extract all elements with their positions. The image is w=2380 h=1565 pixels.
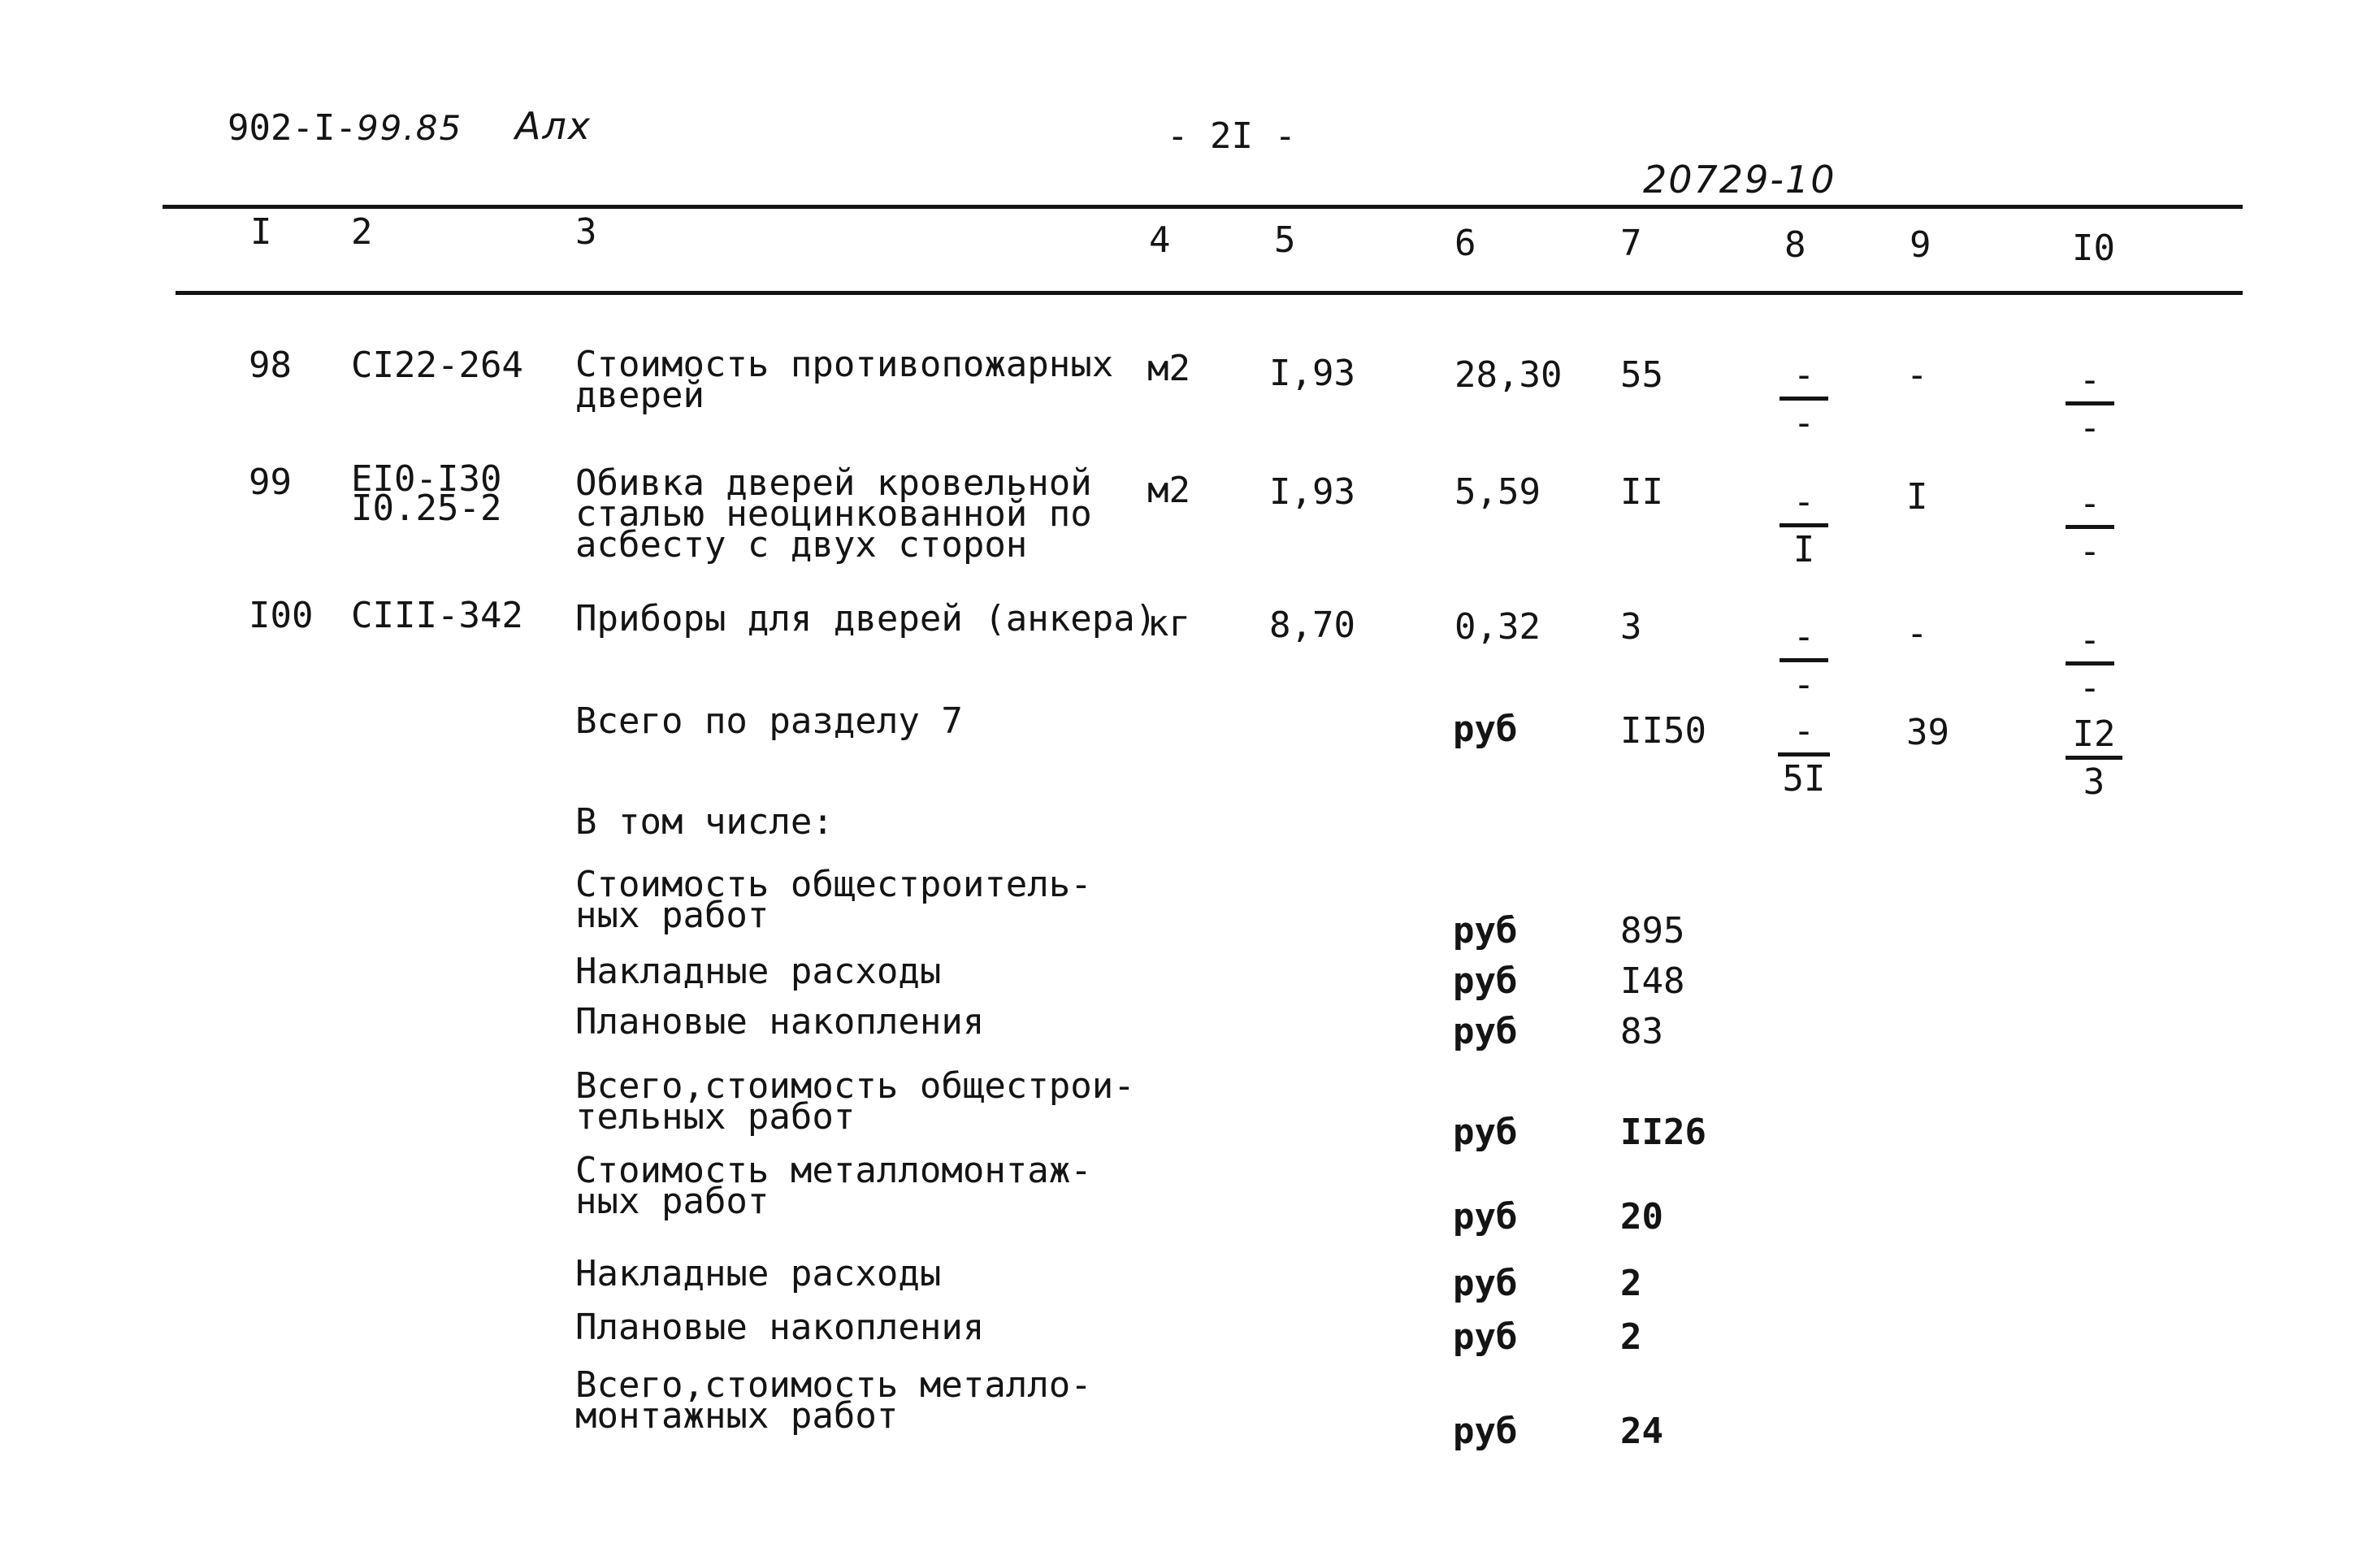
section-total-col10: $\frac{I2}{3}$: [2066, 717, 2122, 800]
breakdown-general-construction-cost-unit: руб: [1453, 910, 1518, 952]
section-total-label: Всего по разделу 7: [575, 700, 963, 742]
document-number-handwritten: 99.85: [356, 108, 463, 148]
row-100-col10: - -: [2066, 622, 2114, 706]
breakdown-metal-installation-cost-label: Стоимость металломонтаж- ных работ: [575, 1150, 1092, 1222]
row-100-quantity: 8,70: [1269, 605, 1355, 646]
row-100-total: 3: [1620, 606, 1642, 648]
row-99-unit: м2: [1147, 470, 1190, 511]
column-header-4: 4: [1149, 219, 1171, 261]
breakdown-general-construction-cost-label: Стоимость общестроитель- ных работ: [575, 864, 1092, 936]
row-98-number: 98: [249, 345, 292, 386]
section-total-col9: 39: [1906, 712, 1949, 753]
breakdown-planned-savings-2-unit: руб: [1453, 1316, 1518, 1358]
column-header-10: I0: [2072, 228, 2115, 269]
column-header-2: 2: [351, 211, 373, 253]
breakdown-metal-installation-total-value: 24: [1620, 1411, 1663, 1452]
row-100-number: I00: [249, 595, 314, 636]
table-top-rule: [163, 205, 2243, 209]
row-99-code: EI0-I30 I0.25-2: [351, 458, 502, 529]
column-header-5: 5: [1274, 219, 1296, 261]
row-100-code: CIII-342: [351, 595, 523, 636]
document-number-printed: 902-I-: [228, 107, 357, 149]
column-header-8: 8: [1784, 224, 1806, 266]
row-98-description: Стоимость противопожарных дверей: [575, 344, 1114, 416]
column-header-3: 3: [575, 211, 597, 253]
row-99-col8: - I: [1780, 484, 1828, 568]
breakdown-overhead-2-label: Накладные расходы: [575, 1253, 942, 1294]
row-100-unit-price: 0,32: [1454, 606, 1541, 648]
breakdown-general-construction-cost-value: 895: [1620, 910, 1685, 952]
breakdown-planned-savings-1-unit: руб: [1453, 1011, 1518, 1052]
row-99-quantity: I,93: [1269, 471, 1355, 513]
section-total-unit: руб: [1453, 709, 1518, 750]
row-99-col10: - -: [2066, 486, 2114, 570]
row-99-number: 99: [249, 462, 292, 503]
document-mark: Алх: [515, 104, 592, 148]
breakdown-general-construction-total-unit: руб: [1453, 1112, 1518, 1153]
row-98-total: 55: [1620, 354, 1663, 396]
breakdown-overhead-1-unit: руб: [1453, 960, 1518, 1002]
page-number: - 2I -: [1167, 115, 1296, 157]
table-header-rule: [176, 291, 2243, 295]
document-number: [228, 107, 463, 149]
row-98-unit: м2: [1147, 348, 1190, 389]
row-100-description: Приборы для дверей (анкера): [575, 598, 1157, 639]
row-98-quantity: I,93: [1269, 353, 1355, 394]
breakdown-general-construction-total-label: Всего,стоимость общестрои- тельных работ: [575, 1065, 1135, 1138]
breakdown-metal-installation-total-label: Всего,стоимость металло- монтажных работ: [575, 1364, 1092, 1437]
breakdown-planned-savings-1-label: Плановые накопления: [575, 1001, 985, 1043]
section-total-col8: - 5I: [1778, 713, 1830, 797]
including-label: В том числе:: [575, 801, 834, 843]
column-header-7: 7: [1620, 223, 1642, 264]
breakdown-metal-installation-cost-unit: руб: [1453, 1196, 1518, 1238]
row-99-unit-price: 5,59: [1454, 471, 1541, 513]
row-98-col8: - -: [1780, 358, 1828, 441]
row-100-unit: кг: [1147, 603, 1190, 644]
breakdown-general-construction-total-value: II26: [1620, 1112, 1706, 1153]
row-99-col9: I: [1906, 476, 1928, 518]
column-header-9: 9: [1910, 224, 1931, 266]
breakdown-planned-savings-1-value: 83: [1620, 1011, 1663, 1052]
column-header-6: 6: [1454, 223, 1476, 264]
sheet-code: 20729-10: [1643, 158, 1836, 202]
row-99-total: II: [1620, 471, 1663, 513]
breakdown-planned-savings-2-value: 2: [1620, 1316, 1642, 1358]
breakdown-overhead-1-value: I48: [1620, 960, 1685, 1002]
breakdown-metal-installation-cost-value: 20: [1620, 1196, 1663, 1238]
section-total-value: II50: [1620, 710, 1706, 752]
breakdown-overhead-1-label: Накладные расходы: [575, 951, 942, 992]
row-98-code: CI22-264: [351, 345, 523, 386]
column-header-1: I: [250, 211, 272, 253]
row-99-description: Обивка дверей кровельной сталью неоцинкованной по асбесту с двух сторон: [575, 462, 1092, 566]
row-100-col8: - -: [1780, 619, 1828, 703]
breakdown-metal-installation-total-unit: руб: [1453, 1411, 1518, 1452]
row-98-unit-price: 28,30: [1454, 354, 1563, 396]
breakdown-overhead-2-unit: руб: [1453, 1263, 1518, 1304]
breakdown-overhead-2-value: 2: [1620, 1263, 1642, 1304]
row-100-col9: -: [1906, 613, 1928, 654]
breakdown-planned-savings-2-label: Плановые накопления: [575, 1307, 985, 1348]
row-98-col9: -: [1906, 354, 1928, 396]
row-98-col10: - -: [2066, 362, 2114, 446]
